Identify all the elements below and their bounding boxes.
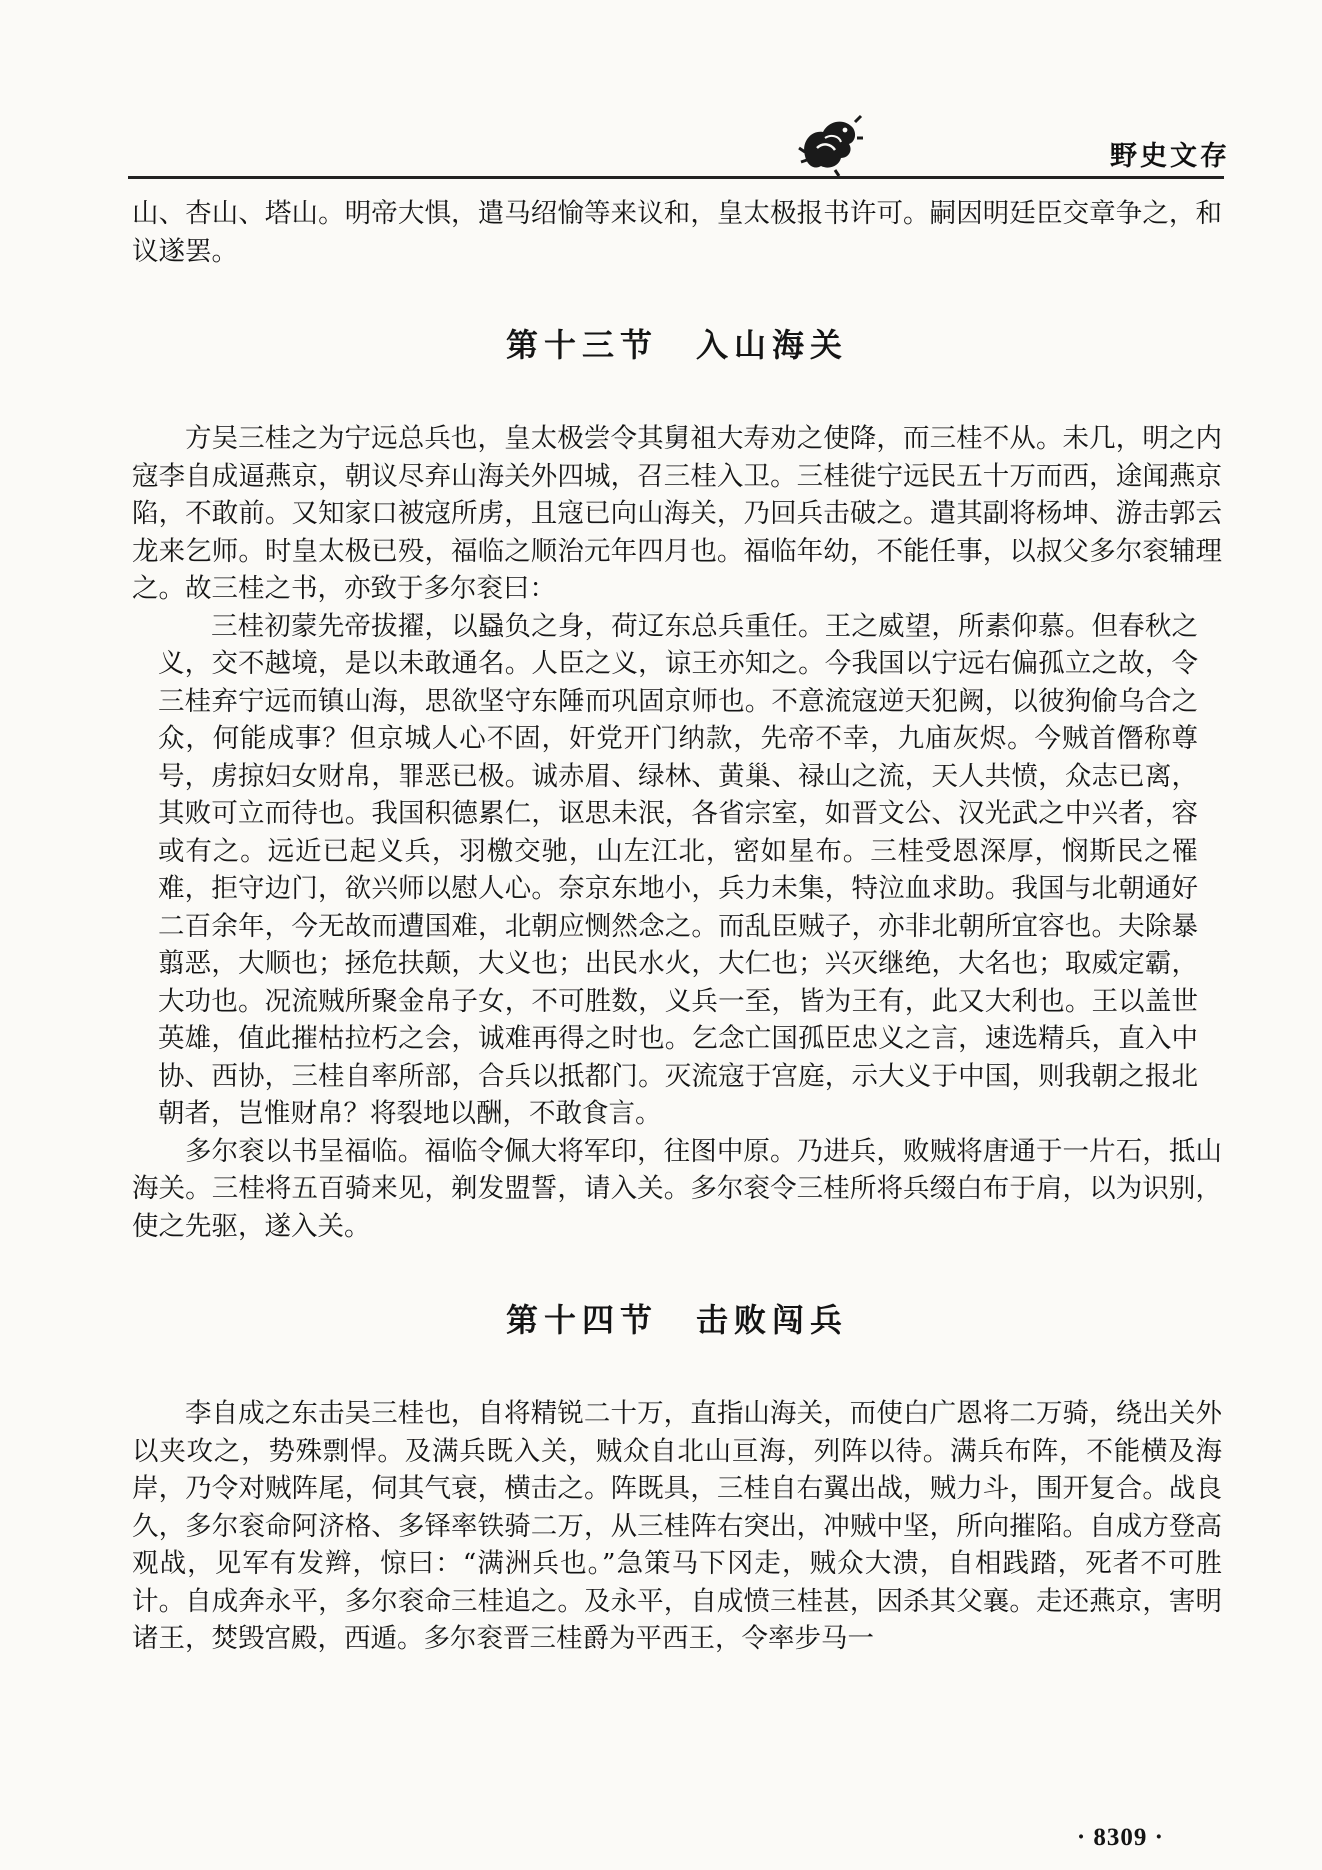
- section-13-heading: 第十三节 入山海关: [505, 326, 848, 364]
- header-rule: [128, 176, 1224, 179]
- carryover-paragraph: 山、杏山、塔山。明帝大惧，遣马绍愉等来议和，皇太极报书许可。嗣因明廷臣交章争之，和议遂罢。: [132, 198, 1222, 267]
- section-13-paragraph-2: 多尔衮以书呈福临。福临令佩大将军印，往图中原。乃进兵，败贼将唐通于一片石，抵山海关。三桂将五百骑来见，剃发盟誓，请入关。多尔衮令三桂所将兵缀白布于肩，以为识别，使之先驱，遂入关。: [132, 1135, 1222, 1242]
- section-14-paragraph-1: 李自成之东击吴三桂也，自将精锐二十万，直指山海关，而使白广恩将二万骑，绕出关外以夹攻之，势殊剽悍。及满兵既入关，贼众自北山亘海，列阵以待。满兵布阵，不能横及海岸，乃令对贼阵尾，伺其气衰，横击之。阵既具，三桂自右翼出战，贼力斗，围开复合。战良久，多尔衮命阿济格、多铎率铁骑二万，从三桂阵右突出，冲贼中坚，所向摧陷。自成方登高观战，见军有发辫，惊曰：“满洲兵也。”急策马下冈走，贼众大溃，自相践踏，死者不可胜计。自成奔永平，多尔衮命三桂追之。及永平，自成愤三桂甚，因杀其父襄。走还燕京，害明诸王，焚毁宫殿，西遁。多尔衮晋三桂爵为平西王，令率步马一: [132, 1398, 1222, 1654]
- page-number: · 8309 ·: [1076, 1824, 1164, 1851]
- dragon-icon: [795, 108, 865, 178]
- wu-sangui-letter: [158, 608, 1198, 1133]
- section-14-heading: 第十四节 击败闯兵: [505, 1301, 848, 1339]
- section-13-paragraph-1: 方吴三桂之为宁远总兵也，皇太极尝令其舅祖大寿劝之使降，而三桂不从。未几，明之内寇李自成逼燕京，朝议尽弃山海关外四城，召三桂入卫。三桂徙宁远民五十万而西，途闻燕京陷，不敢前。又知家口被寇所虏，且寇已向山海关，乃回兵击破之。遣其副将杨坤、游击郭云龙来乞师。时皇太极已殁，福临之顺治元年四月也。福临年幼，不能任事，以叔父多尔衮辅理之。故三桂之书，亦致于多尔衮曰：: [132, 423, 1222, 604]
- page-body: [132, 195, 1222, 1658]
- letter-text: 三桂初蒙先帝拔擢，以蟁负之身，荷辽东总兵重任。王之威望，所素仰慕。但春秋之义，交不越境，是以未敢通名。人臣之义，谅王亦知之。今我国以宁远右偏孤立之故，令三桂弃宁远而镇山海，思欲坚守东陲而巩固京师也。不意流寇逆天犯阙，以彼狗偷乌合之众，何能成事？但京城人心不固，奸党开门纳款，先帝不幸，九庙灰烬。今贼首僭称尊号，虏掠妇女财帛，罪恶已极。诚赤眉、绿林、黄巢、禄山之流，天人共愤，众志已离，其败可立而待也。我国积德累仁，讴思未泯，各省宗室，如晋文公、汉光武之中兴者，容或有之。远近已起义兵，羽檄交驰，山左江北，密如星布。三桂受恩深厚，悯斯民之罹难，拒守边门，欲兴师以慰人心。奈京东地小，兵力未集，特泣血求助。我国与北朝通好二百余年，今无故而遭国难，北朝应恻然念之。而乱臣贼子，亦非北朝所宜容也。夫除暴翦恶，大顺也；拯危扶颠，大义也；出民水火，大仁也；兴灭继绝，大名也；取威定霸，大功也。况流贼所聚金帛子女，不可胜数，义兵一至，皆为王有，此又大利也。王以盖世英雄，值此摧枯拉朽之会，诚难再得之时也。乞念亡国孤臣忠义之言，速选精兵，直入中协、西协，三桂自率所部，合兵以抵都门。灭流寇于宫庭，示大义于中国，则我朝之报北朝者，岂惟财帛？将裂地以酬，不敢食言。: [158, 610, 1198, 1129]
- series-title: 野史文存: [1110, 141, 1230, 172]
